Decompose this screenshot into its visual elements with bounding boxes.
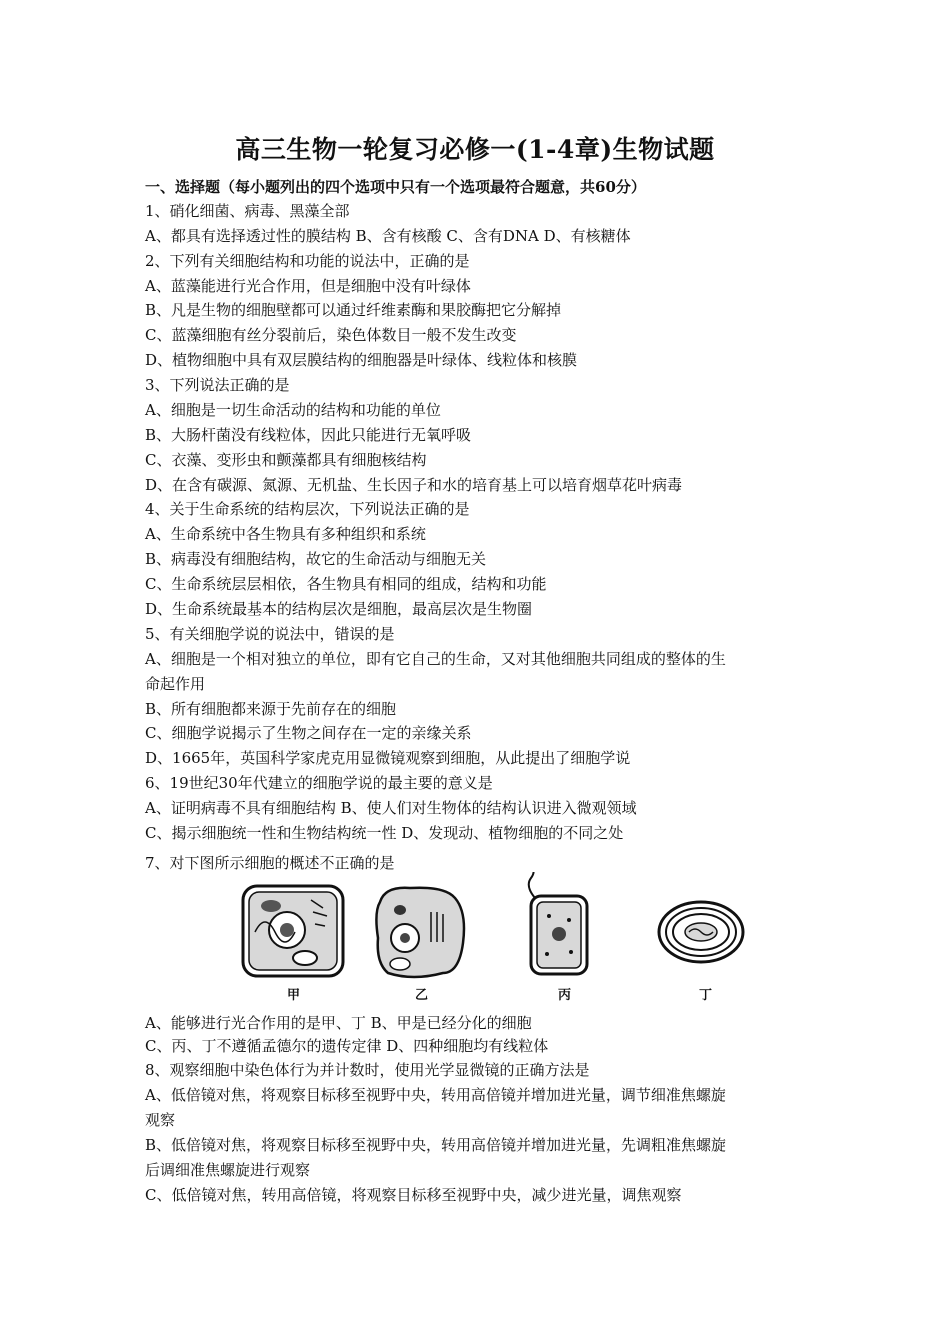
q7-options-ab: A、能够进行光合作用的是甲、丁 B、甲是已经分化的细胞 [145, 1014, 532, 1032]
q4-option-b: B、病毒没有细胞结构，故它的生命活动与细胞无关 [145, 550, 487, 568]
q2-option-c: C、蓝藻细胞有丝分裂前后，染色体数目一般不发生改变 [145, 326, 517, 344]
q8-option-b: B、低倍镜对焦，将观察目标移至视野中央，转用高倍镜并增加进光量，先调粗准焦螺旋 [145, 1136, 727, 1154]
q5-option-b: B、所有细胞都来源于先前存在的细胞 [145, 700, 397, 718]
q1-options: A、都具有选择透过性的膜结构 B、含有核酸 C、含有DNA D、有核糖体 [145, 227, 631, 245]
q8-option-b-cont: 后调细准焦螺旋进行观察 [145, 1161, 311, 1179]
q2-option-d: D、植物细胞中具有双层膜结构的细胞器是叶绿体、线粒体和核膜 [145, 351, 578, 369]
q1-stem: 1、硝化细菌、病毒、黑藻全部 [145, 202, 350, 220]
q4-option-a: A、生命系统中各生物具有多种组织和系统 [145, 525, 426, 543]
q5-option-a: A、细胞是一个相对独立的单位，即有它自己的生命，又对其他细胞共同组成的整体的生 [145, 650, 726, 668]
q5-stem: 5、有关细胞学说的说法中，错误的是 [145, 625, 395, 643]
q3-option-a: A、细胞是一切生命活动的结构和功能的单位 [145, 401, 441, 419]
q8-stem: 8、观察细胞中染色体行为并计数时，使用光学显微镜的正确方法是 [145, 1061, 590, 1079]
q2-option-a: A、蓝藻能进行光合作用，但是细胞中没有叶绿体 [145, 277, 471, 295]
q5-option-a-cont: 命起作用 [145, 675, 206, 693]
caption-ding: 丁 [699, 988, 713, 1003]
caption-yi: 乙 [415, 988, 429, 1003]
q4-option-c: C、生命系统层层相依，各生物具有相同的组成，结构和功能 [145, 575, 547, 593]
q3-stem: 3、下列说法正确的是 [145, 376, 290, 394]
caption-bing: 丙 [558, 988, 572, 1003]
bacterium-cell-bing [529, 872, 587, 974]
q8-option-a-cont: 观察 [145, 1111, 176, 1129]
q5-option-c: C、细胞学说揭示了生物之间存在一定的亲缘关系 [145, 724, 472, 742]
caption-jia: 甲 [287, 988, 301, 1003]
q2-option-b: B、凡是生物的细胞壁都可以通过纤维素酶和果胶酶把它分解掉 [145, 301, 562, 319]
q2-stem: 2、下列有关细胞结构和功能的说法中，正确的是 [145, 252, 470, 270]
q3-option-c: C、衣藻、变形虫和颤藻都具有细胞核结构 [145, 451, 427, 469]
q4-option-d: D、生命系统最基本的结构层次是细胞，最高层次是生物圈 [145, 600, 533, 618]
q7-stem: 7、对下图所示细胞的概述不正确的是 [145, 854, 395, 872]
q5-option-d: D、1665年，英国科学家虎克用显微镜观察到细胞，从此提出了细胞学说 [145, 749, 631, 767]
q3-option-d: D、在含有碳源、氮源、无机盐、生长因子和水的培育基上可以培育烟草花叶病毒 [145, 476, 683, 494]
q6-options-ab: A、证明病毒不具有细胞结构 B、使人们对生物体的结构认识进入微观领域 [145, 799, 637, 817]
animal-cell-yi [376, 888, 464, 977]
plant-cell-jia [243, 886, 343, 976]
q6-stem: 6、19世纪30年代建立的细胞学说的最主要的意义是 [145, 774, 493, 792]
cell-diagrams [235, 872, 755, 1004]
page-title: 高三生物一轮复习必修一(1-4章)生物试题 [235, 135, 715, 164]
q3-option-b: B、大肠杆菌没有线粒体，因此只能进行无氧呼吸 [145, 426, 472, 444]
q8-option-a: A、低倍镜对焦，将观察目标移至视野中央，转用高倍镜并增加进光量，调节细准焦螺旋 [145, 1086, 726, 1104]
q8-option-c: C、低倍镜对焦，转用高倍镜，将观察目标移至视野中央，减少进光量，调焦观察 [145, 1186, 682, 1204]
section-heading: 一、选择题（每小题列出的四个选项中只有一个选项最符合题意，共60分） [145, 178, 646, 196]
cyanobacterium-cell-ding [659, 902, 743, 962]
q6-options-cd: C、揭示细胞统一性和生物结构统一性 D、发现动、植物细胞的不同之处 [145, 824, 624, 842]
q4-stem: 4、关于生命系统的结构层次，下列说法正确的是 [145, 500, 470, 518]
cell-figure [235, 872, 755, 1004]
q7-options-cd: C、丙、丁不遵循孟德尔的遗传定律 D、四种细胞均有线粒体 [145, 1037, 549, 1055]
